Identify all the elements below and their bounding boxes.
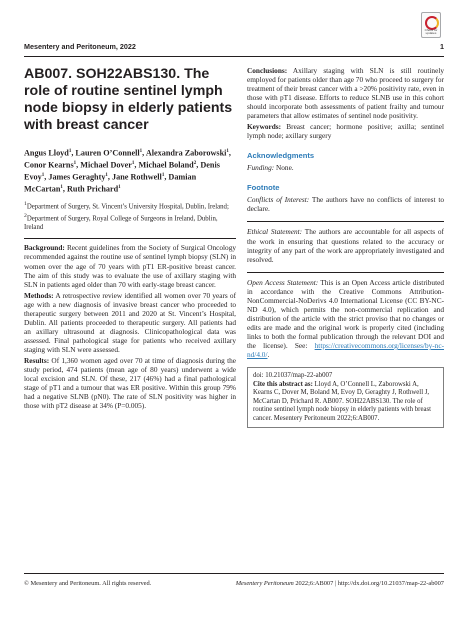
author-name: Damian McCartan [24, 172, 197, 194]
author-name: Angus Lloyd [24, 148, 69, 158]
author-separator: , [107, 172, 113, 182]
article-title: AB007. SOH22ABS130. The role of routine sentinel lymph node biopsy in elderly patients with breast cancer [24, 66, 233, 133]
funding-line: Funding: None. [247, 163, 294, 173]
author-separator: , [164, 172, 169, 182]
cite-text: Cite this abstract as: Lloyd A, O’Connell L, Zaborowski A, Kearns C, Dover M, Boland M, Evoy D, Geraghty J, Rothwell J, McCartan D, Prichard R. AB007. SOH22ABS130. The role of routine sentinel lymph node biopsy in elderly patients with breast cancer. Mesentery Peritoneum 2022;6:AB007. [253, 380, 432, 422]
author-separator: , [76, 160, 81, 170]
results-paragraph: Results: Of 1,360 women aged over 70 at time of diagnosis during the study period, 474 patients (mean age of 80 years) underwent a wide local excision and SLN. Of these, 217 (46%) had a final pathological stage of pT1 and a tumour that was ER positive. Within this group 79% had a negative SLNB (pN0). The rate of SLN positivity was higher in those with pT2 disease at 34% (P=0.005). [24, 356, 236, 411]
ethics-paragraph: Ethical Statement: The authors are accountable for all aspects of the work in ensuring that questions related to the accuracy or integrity of any part of the work are appropriately investigated and resolved. [247, 227, 444, 264]
journal-line: Mesentery and Peritoneum, 2022 [24, 42, 136, 51]
abstract-rule [24, 238, 236, 239]
open-access-paragraph: Open Access Statement: This is an Open Access article distributed in accordance with the Creative Commons Attribution-NonCommercial-NoDerivs 4.0 International License (CC BY-NC-ND 4.0), which permits the non-commercial replication and distribution of the article with the strict proviso that no changes or edits are made and the original work is properly cited (including links to both the formal publication through the relevant DOI and the license). See: https://creativecommons.org/licenses/by-nc-nd/4.0/. [247, 277, 444, 360]
author-separator: , [71, 148, 76, 158]
author-affiliation-mark: 1 [73, 161, 77, 167]
running-header [24, 42, 444, 51]
author-name: Jane Rothwell [112, 172, 162, 182]
author-name: Lauren O’Connell [75, 148, 140, 158]
author-separator: , [134, 160, 139, 170]
footnote-rule-1 [247, 221, 444, 222]
footer-rule [24, 573, 444, 574]
author-affiliation-mark: 1 [118, 185, 121, 191]
left-column [24, 66, 236, 412]
author-affiliation-mark: 1 [60, 185, 63, 191]
copyright: © Mesentery and Peritoneum. All rights reserved. [24, 580, 152, 587]
author-affiliation-mark: 1 [139, 149, 143, 154]
right-column [247, 66, 444, 428]
footnote-heading: Footnote [247, 183, 280, 193]
affiliations [24, 200, 236, 232]
author-separator: , [62, 184, 67, 194]
header-rule [24, 56, 444, 57]
author-affiliation-mark: 2 [193, 161, 197, 167]
author-affiliation-mark: 1 [68, 149, 72, 154]
conclusions-paragraph: Conclusions: Axillary staging with SLN is still routinely employed for patients older than age 70 who proceed to surgery for treatment of their breast cancer with a >20% positivity rate, even in those with pT1 disease. Efforts to reduce SLNB use in this cohort should incorporate both assessments of patient frailty and tumour parameters that allow estimates of sentinel node positivity. [247, 66, 445, 121]
author-name: Alexandra Zaborowski [145, 148, 227, 158]
doi-line[interactable]: doi: 10.21037/map-22-ab007 [253, 372, 333, 380]
citation-box [247, 367, 444, 428]
author-name: Conor Kearns [24, 160, 74, 170]
author-separator: , [196, 160, 201, 170]
journal-reference: Mesentery Peritoneum 2022;6:AB007 | http://dx.doi.org/10.21037/map-22-ab007 [235, 580, 444, 587]
check-for-updates-badge[interactable] [421, 12, 441, 38]
author-affiliation-mark: 1 [105, 173, 108, 179]
author-affiliation-mark: 1 [161, 173, 165, 179]
author-name: James Geraghty [48, 172, 106, 182]
affiliation-1: $^1$Department of Surgery, St. Vincent’s University Hospital, Dublin, Ireland; [24, 201, 229, 211]
page-footer [24, 580, 444, 587]
abstract-left [24, 243, 236, 410]
badge-text: Check for updates [424, 28, 438, 36]
author-list [24, 147, 236, 195]
footnote-rule-2 [247, 272, 444, 273]
author-name: Ruth Prichard [66, 184, 119, 194]
acknowledgments-heading: Acknowledgments [247, 151, 315, 161]
author-affiliation-mark: 1 [41, 173, 45, 179]
page-number: 1 [440, 42, 444, 51]
author-name: Michael Dover [80, 160, 132, 170]
methods-paragraph: Methods: A retrospective review identified all women over 70 years of age with a new diagnosis of invasive breast cancer who proceeded to therapeutic surgery between 2011 and 2020 at St. Vincent’s Hospital, Dublin. All patients proceeded to therapeutic surgery. All patients had an axillary ultrasound at diagnosis. Clinicopathological data was assessed. Final pathological stage for patients who received axillary staging with SLN were assessed. [24, 290, 236, 354]
author-name: Michael Boland [138, 160, 194, 170]
keywords-paragraph: Keywords: Breast cancer; hormone positive; axilla; sentinel lymph node; axillary surgery [247, 122, 444, 141]
author-separator: , [142, 148, 146, 158]
license-link[interactable]: https://creativecommons.org/licenses/by-nc-nd/4.0/ [247, 340, 444, 360]
background-paragraph: Background: Recent guidelines from the Society of Surgical Oncology recommended against the routine use of sentinel lymph biopsy (SLN) in women over the age of 70 years with pT1 ER-positive breast cancer. The aim of this study was to evaluate the use of axillary staging with SLN in patients aged older than 70 with early-stage breast cancer. [24, 243, 236, 289]
author-separator: , [228, 148, 231, 158]
author-affiliation-mark: 1 [131, 161, 135, 167]
author-affiliation-mark: 1 [226, 149, 229, 154]
affiliation-2: $^2$Department of Surgery, Royal College of Surgeons in Ireland, Dublin, Ireland [24, 212, 218, 231]
author-name: Denis Evoy [24, 160, 220, 182]
author-separator: , [44, 172, 49, 182]
conflicts-paragraph: Conflicts of Interest: The authors have no conflicts of interest to declare. [247, 195, 444, 214]
